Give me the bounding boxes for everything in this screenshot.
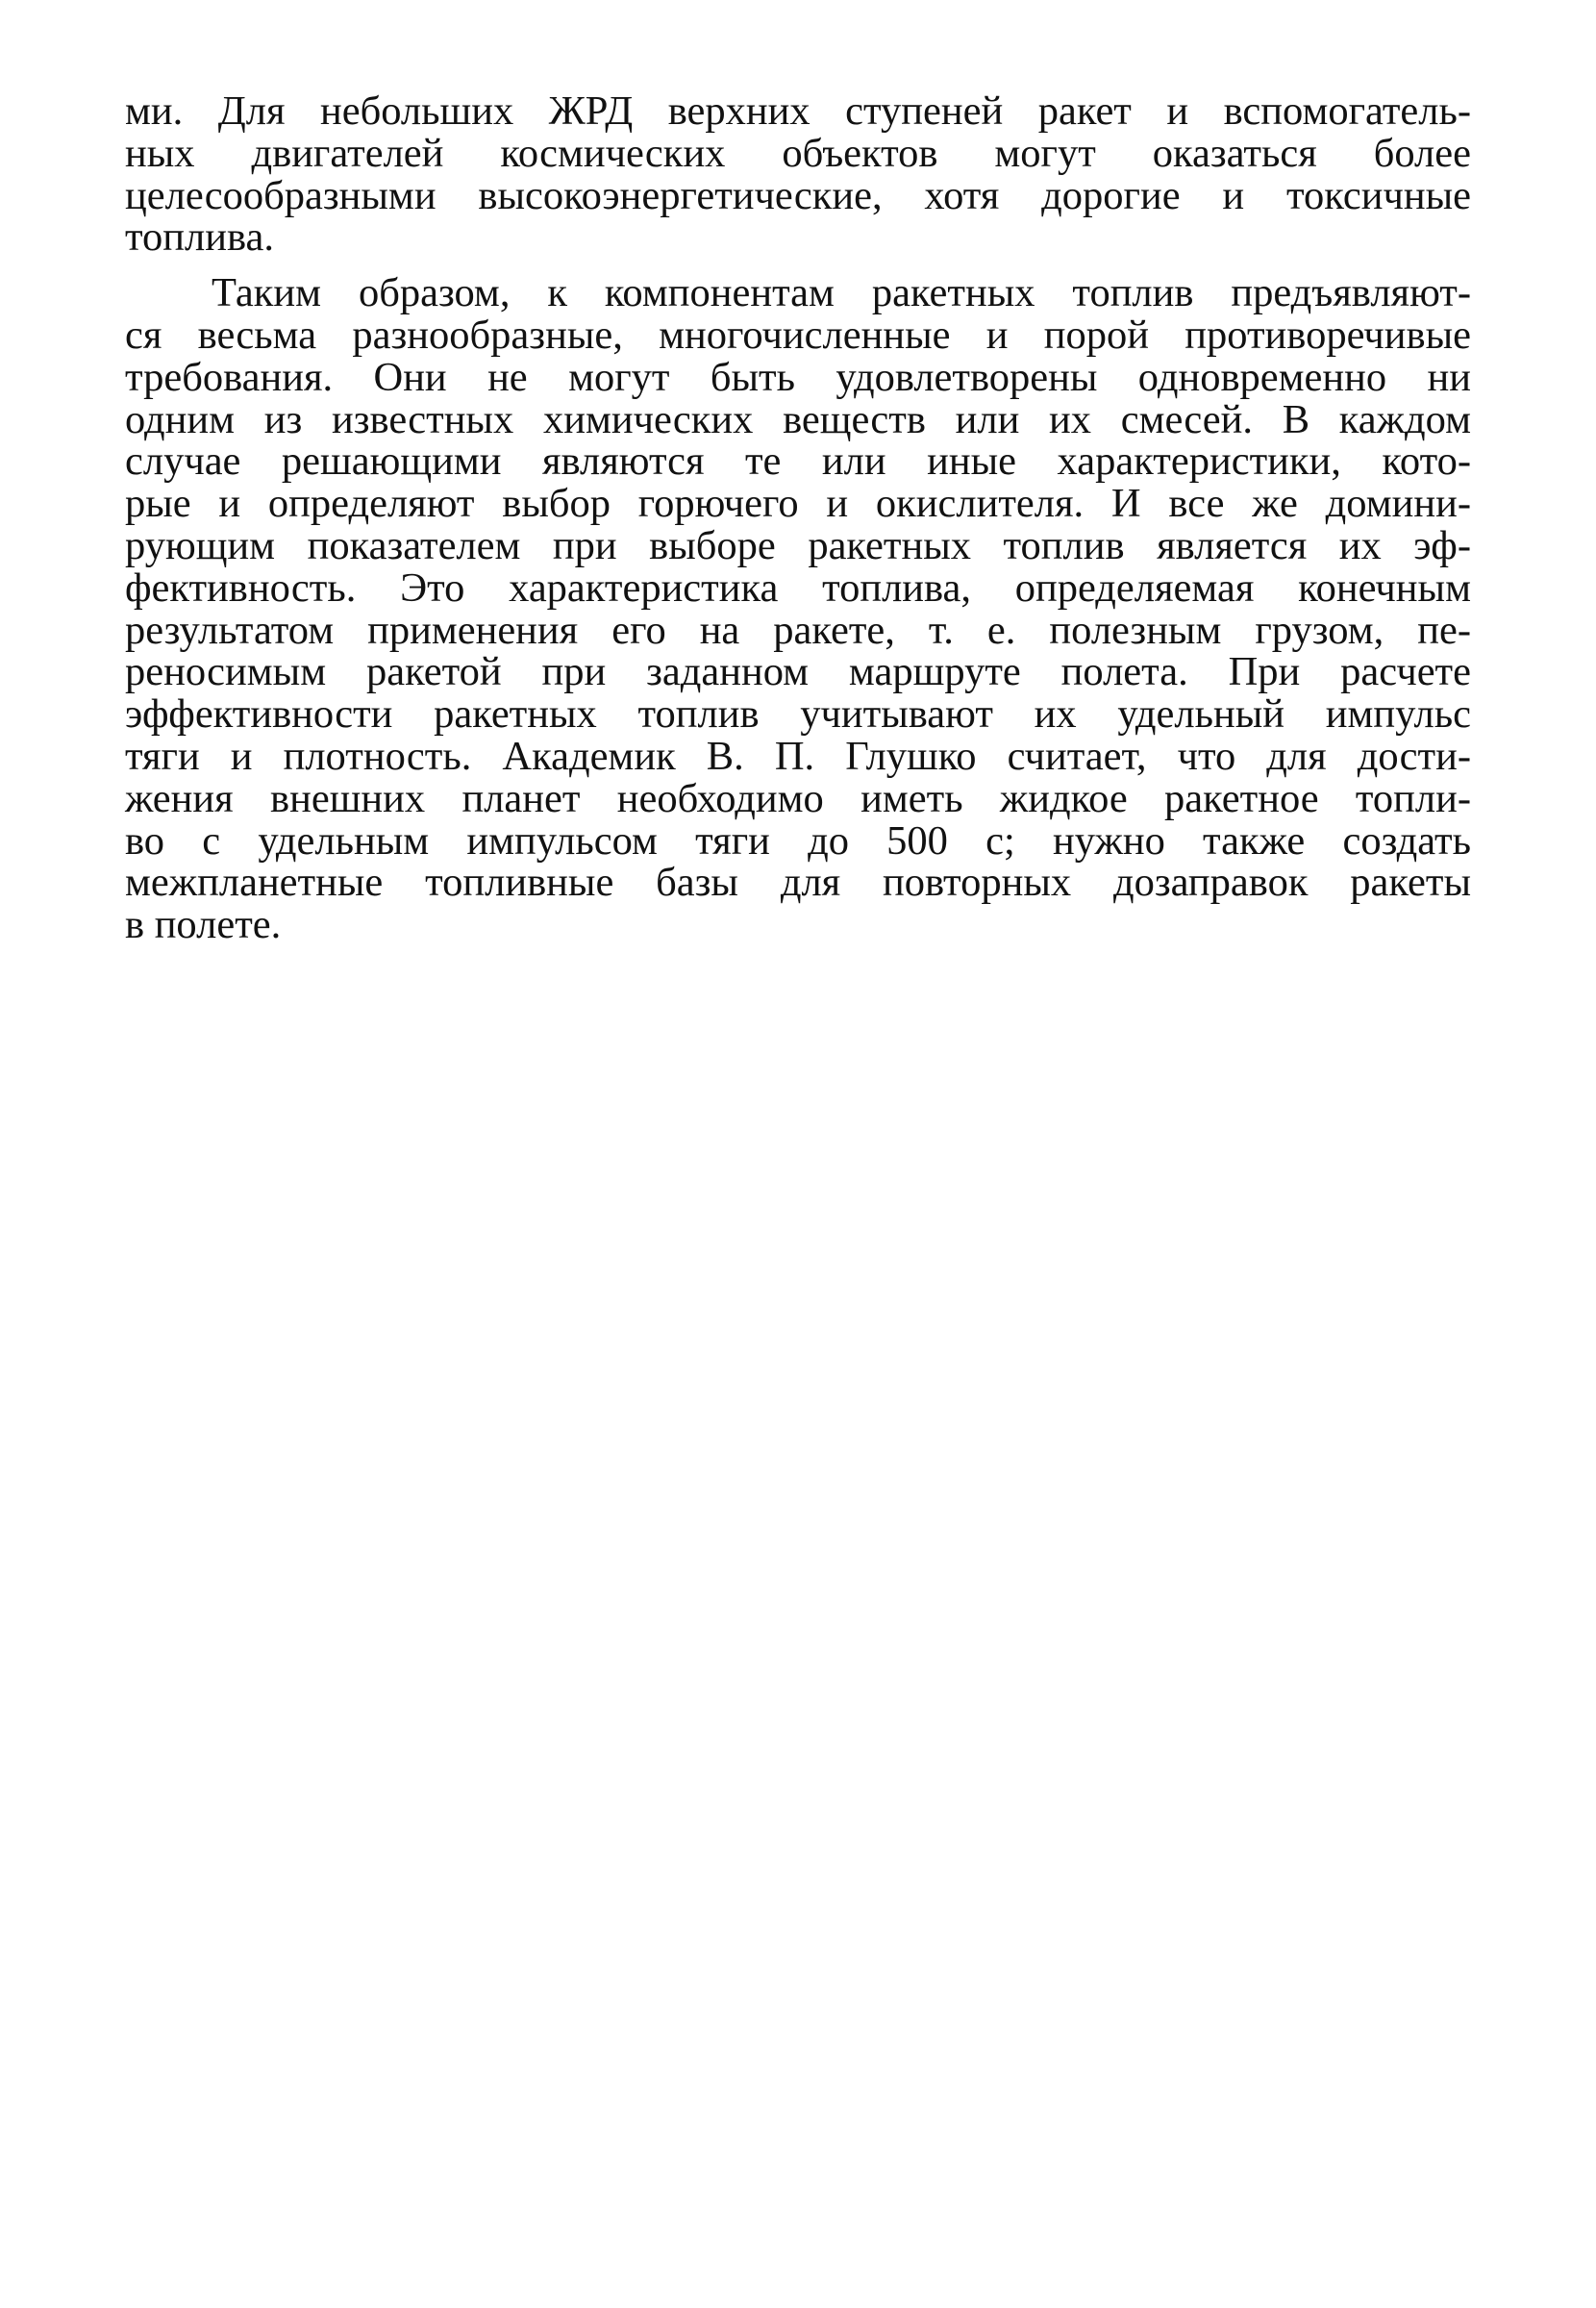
text-line: в полете. [125, 902, 282, 948]
text-line: рые и определяют выбор горючего и окислителя. И все же домини- [125, 481, 1471, 527]
text-line: жения внешних планет необходимо иметь жидкое ракетное топли- [125, 775, 1471, 821]
text-line: целесообразными высокоэнергетические, хотя дорогие и токсичные [125, 172, 1471, 218]
text-line: Таким образом, к компонентам ракетных топлив предъявляют- [212, 270, 1471, 316]
text-line: одним из известных химических веществ или их смесей. В каждом [125, 396, 1471, 442]
text-line: эффективности ракетных топлив учитывают их удельный импульс [125, 691, 1471, 738]
text-line: во с удельным импульсом тяги до 500 с; нужно также создать [125, 817, 1471, 864]
text-line: межпланетные топливные базы для повторных дозаправок ракеты [125, 860, 1471, 906]
body-text [125, 90, 1471, 946]
text-line: тяги и плотность. Академик В. П. Глушко считает, что для дости- [125, 733, 1471, 779]
text-line: рующим показателем при выборе ракетных топлив является их эф- [125, 522, 1471, 568]
text-line: ми. Для небольших ЖРД верхних ступеней ракет и вспомогатель- [125, 88, 1471, 134]
text-line: ных двигателей космических объектов могут оказаться более [125, 130, 1471, 176]
text-line: ся весьма разнообразные, многочисленные и порой противоречивые [125, 312, 1471, 358]
text-line: топлива. [125, 214, 274, 261]
paragraph-1 [125, 90, 1471, 259]
text-line: требования. Они не могут быть удовлетворены одновременно ни [125, 354, 1471, 400]
paragraph-2 [125, 272, 1471, 946]
text-line: фективность. Это характеристика топлива, определяемая конечным [125, 564, 1471, 611]
text-line: реносимым ракетой при заданном маршруте полета. При расчете [125, 649, 1471, 695]
text-line: результатом применения его на ракете, т. е. полезным грузом, пе- [125, 607, 1471, 653]
text-line: случае решающими являются те или иные характеристики, кото- [125, 439, 1471, 485]
